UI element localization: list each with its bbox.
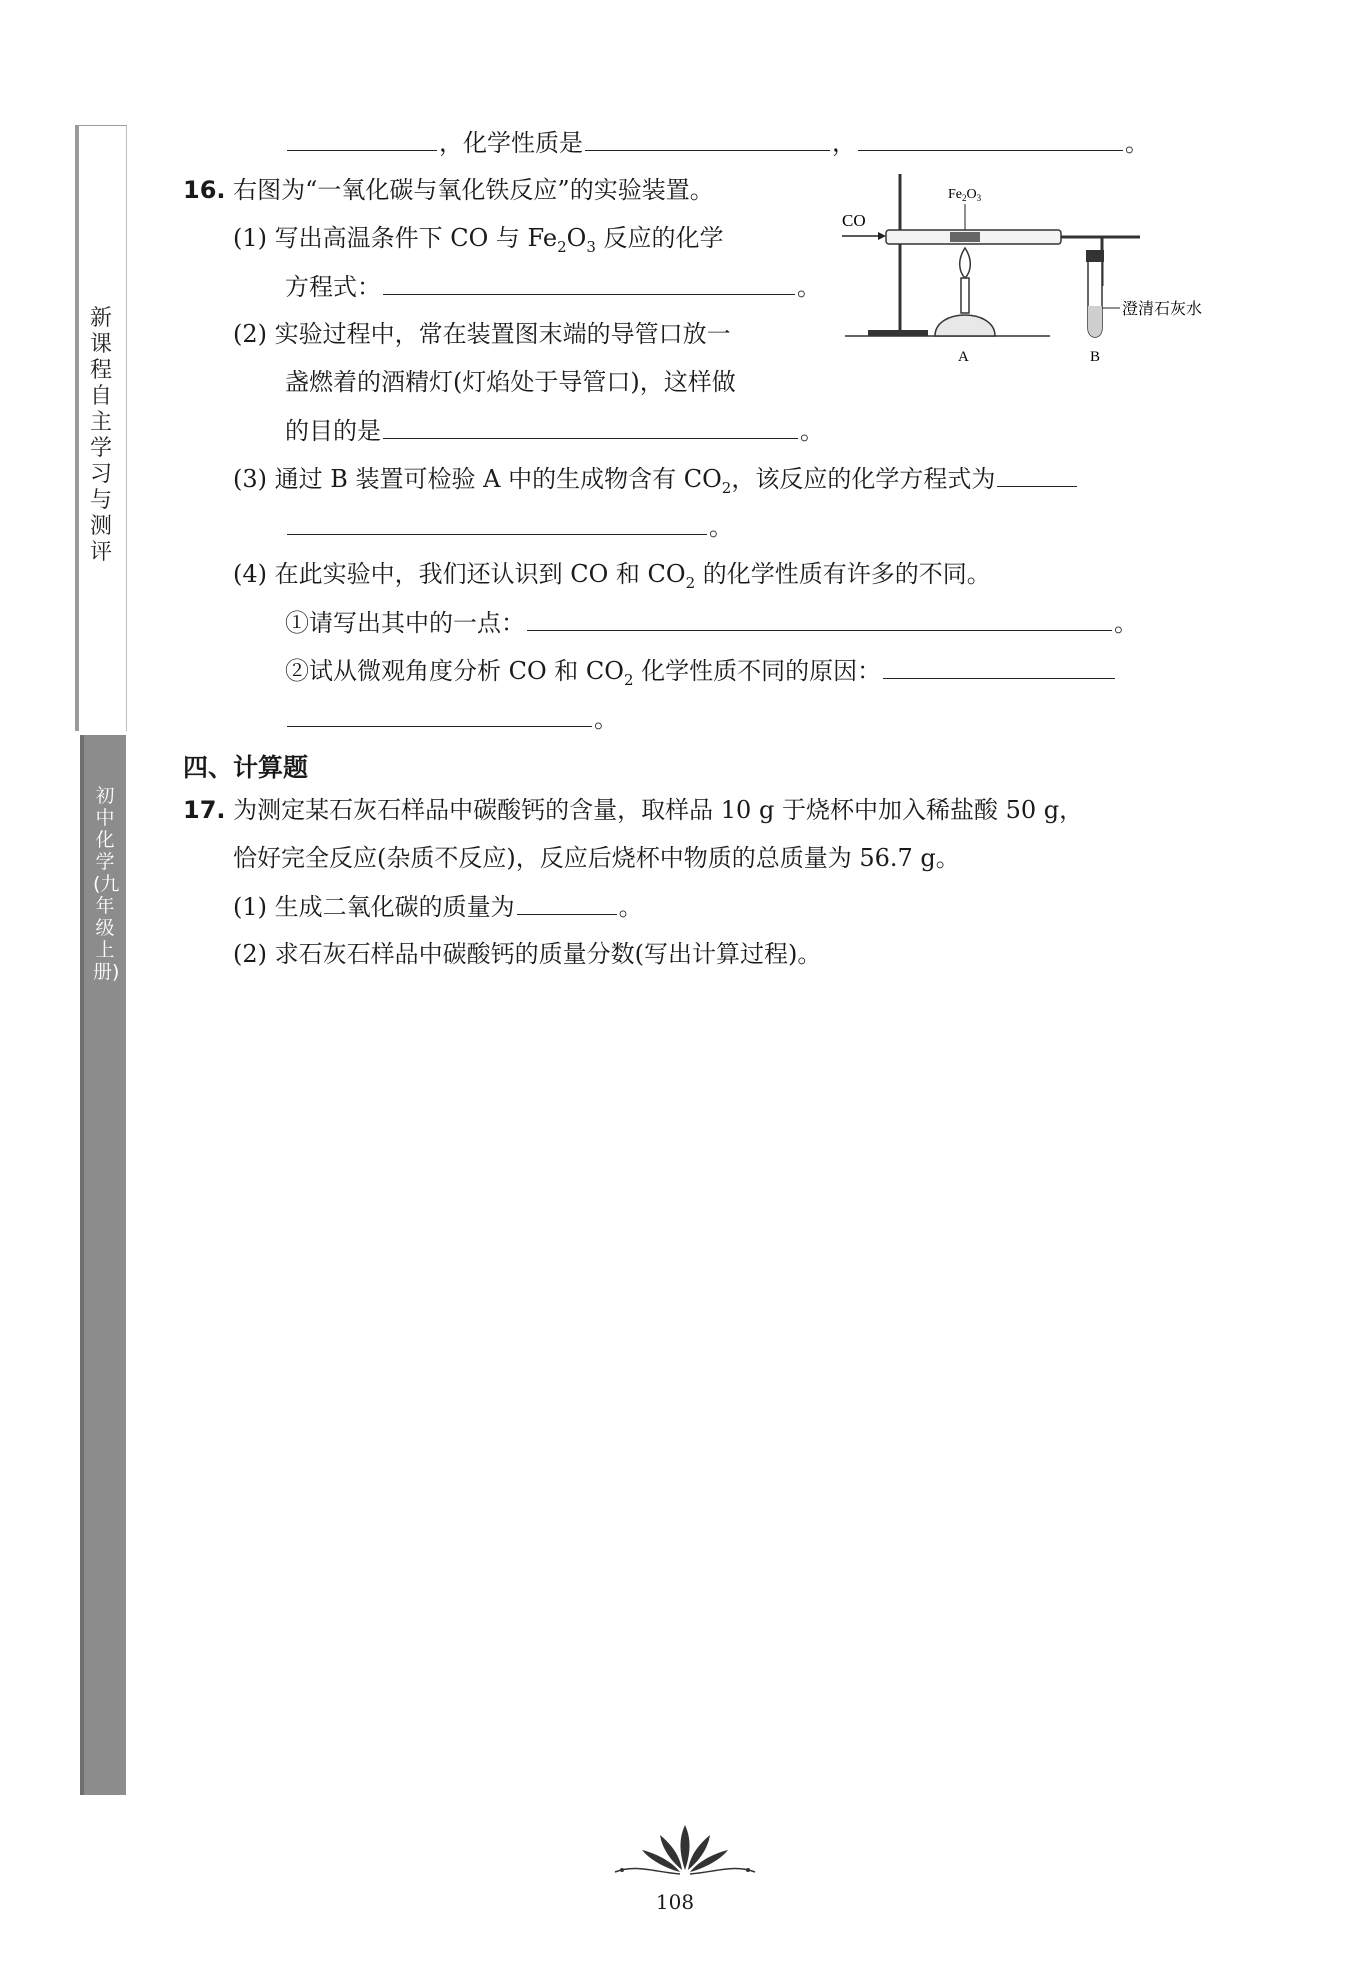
label-b: B <box>1090 349 1101 365</box>
subscript: 2 <box>685 573 696 592</box>
fe2o3-label: $Fe_2O_3$ <box>948 187 982 203</box>
answer-blank <box>997 462 1077 487</box>
q16-part3-line2 <box>285 510 733 543</box>
burner-base <box>935 315 995 336</box>
q17-part1 <box>233 890 643 923</box>
text: 化学性质不同的原因： <box>633 657 882 685</box>
q16-part4-item1 <box>285 606 1138 639</box>
answer-blank <box>883 654 1115 679</box>
top-continuation-line <box>285 126 1149 159</box>
q17-part2 <box>233 938 821 970</box>
q16-part4-line1 <box>233 558 991 599</box>
text: 。 <box>797 273 821 301</box>
answer-blank <box>527 606 1112 631</box>
text: 反应的化学 <box>595 224 724 252</box>
question-text: 右图为“一氧化碳与氧化铁反应”的实验装置。 <box>233 176 714 204</box>
page-number: 108 <box>655 1890 695 1914</box>
answer-blank <box>287 510 707 535</box>
text: 。 <box>709 513 733 541</box>
stopper <box>1086 250 1104 262</box>
text: (1) 写出高温条件下 CO 与 Fe <box>233 224 558 252</box>
text: ，化学性质是 <box>439 129 583 157</box>
text: 的目的是 <box>285 417 381 445</box>
text: ②试从微观角度分析 CO 和 CO <box>285 657 624 685</box>
q17-line1 <box>183 794 1083 826</box>
q16-part2-line1 <box>233 318 731 350</box>
co-label: CO <box>842 211 866 230</box>
label-a: A <box>958 349 969 365</box>
answer-blank <box>383 414 798 439</box>
question-text: 恰好完全反应(杂质不反应)，反应后烧杯中物质的总质量为 56.7 g。 <box>233 844 960 872</box>
section-heading: 四、计算题 <box>183 753 309 782</box>
fe2o3-powder <box>950 232 980 242</box>
stand-base <box>868 330 928 336</box>
text: ， <box>832 129 856 157</box>
text: (3) 通过 B 装置可检验 A 中的生成物含有 CO <box>233 465 722 493</box>
sidebar-series-tab <box>75 125 127 731</box>
text: 。 <box>800 417 824 445</box>
answer-blank <box>858 126 1123 151</box>
flame <box>960 248 971 278</box>
text: 。 <box>618 893 643 921</box>
q16-part3-line1 <box>233 462 1079 504</box>
question-text: 为测定某石灰石样品中碳酸钙的含量，取样品 10 g 于烧杯中加入稀盐酸 50 g， <box>233 796 1084 824</box>
subscript: 2 <box>623 670 634 689</box>
q16-part1-line2 <box>285 270 821 303</box>
subscript: 3 <box>586 237 596 256</box>
question-number: 16. <box>183 176 226 204</box>
q16-part2-line2 <box>285 366 736 398</box>
q16-stem <box>183 174 714 206</box>
text: (2) 实验过程中，常在装置图末端的导管口放一 <box>233 320 731 348</box>
q17-line2 <box>233 842 960 874</box>
text: (2) 求石灰石样品中碳酸钙的质量分数(写出计算过程)。 <box>233 940 822 968</box>
experiment-apparatus-diagram <box>840 168 1210 378</box>
text: ①请写出其中的一点： <box>285 609 525 637</box>
q16-part4-item2-line1 <box>285 654 1117 696</box>
text: ，该反应的化学方程式为 <box>731 465 996 493</box>
text: 。 <box>1125 129 1149 157</box>
series-title: 新课程自主学习与测评 <box>89 306 112 565</box>
subscript: 2 <box>721 478 732 497</box>
text: 的化学性质有许多的不同。 <box>695 560 991 588</box>
book-title: 初中化学(九年级上册) <box>93 785 120 983</box>
question-number: 17. <box>183 796 226 824</box>
q16-part4-item2-line2 <box>285 702 618 735</box>
arrow-head <box>878 232 886 240</box>
q16-part1-line1 <box>233 222 724 263</box>
subscript: 2 <box>557 237 567 256</box>
text: 盏燃着的酒精灯(灯焰处于导管口)，这样做 <box>285 368 736 396</box>
limewater <box>1088 306 1102 337</box>
text: 。 <box>594 705 618 733</box>
sidebar-book-tab <box>80 735 126 1795</box>
text: (1) 生成二氧化碳的质量为 <box>233 893 515 921</box>
answer-blank <box>287 126 437 151</box>
answer-blank <box>585 126 830 151</box>
answer-blank <box>383 270 795 295</box>
footer-ornament <box>610 1820 760 1880</box>
answer-blank <box>287 702 592 727</box>
burner-tube <box>961 278 969 313</box>
text: 方程式： <box>285 273 381 301</box>
limewater-label: 澄清石灰水 <box>1122 299 1203 318</box>
text: (4) 在此实验中，我们还认识到 CO 和 CO <box>233 560 686 588</box>
q16-part2-line3 <box>285 414 824 447</box>
answer-blank <box>517 890 617 915</box>
text: O <box>566 224 587 252</box>
text: 。 <box>1114 609 1138 637</box>
